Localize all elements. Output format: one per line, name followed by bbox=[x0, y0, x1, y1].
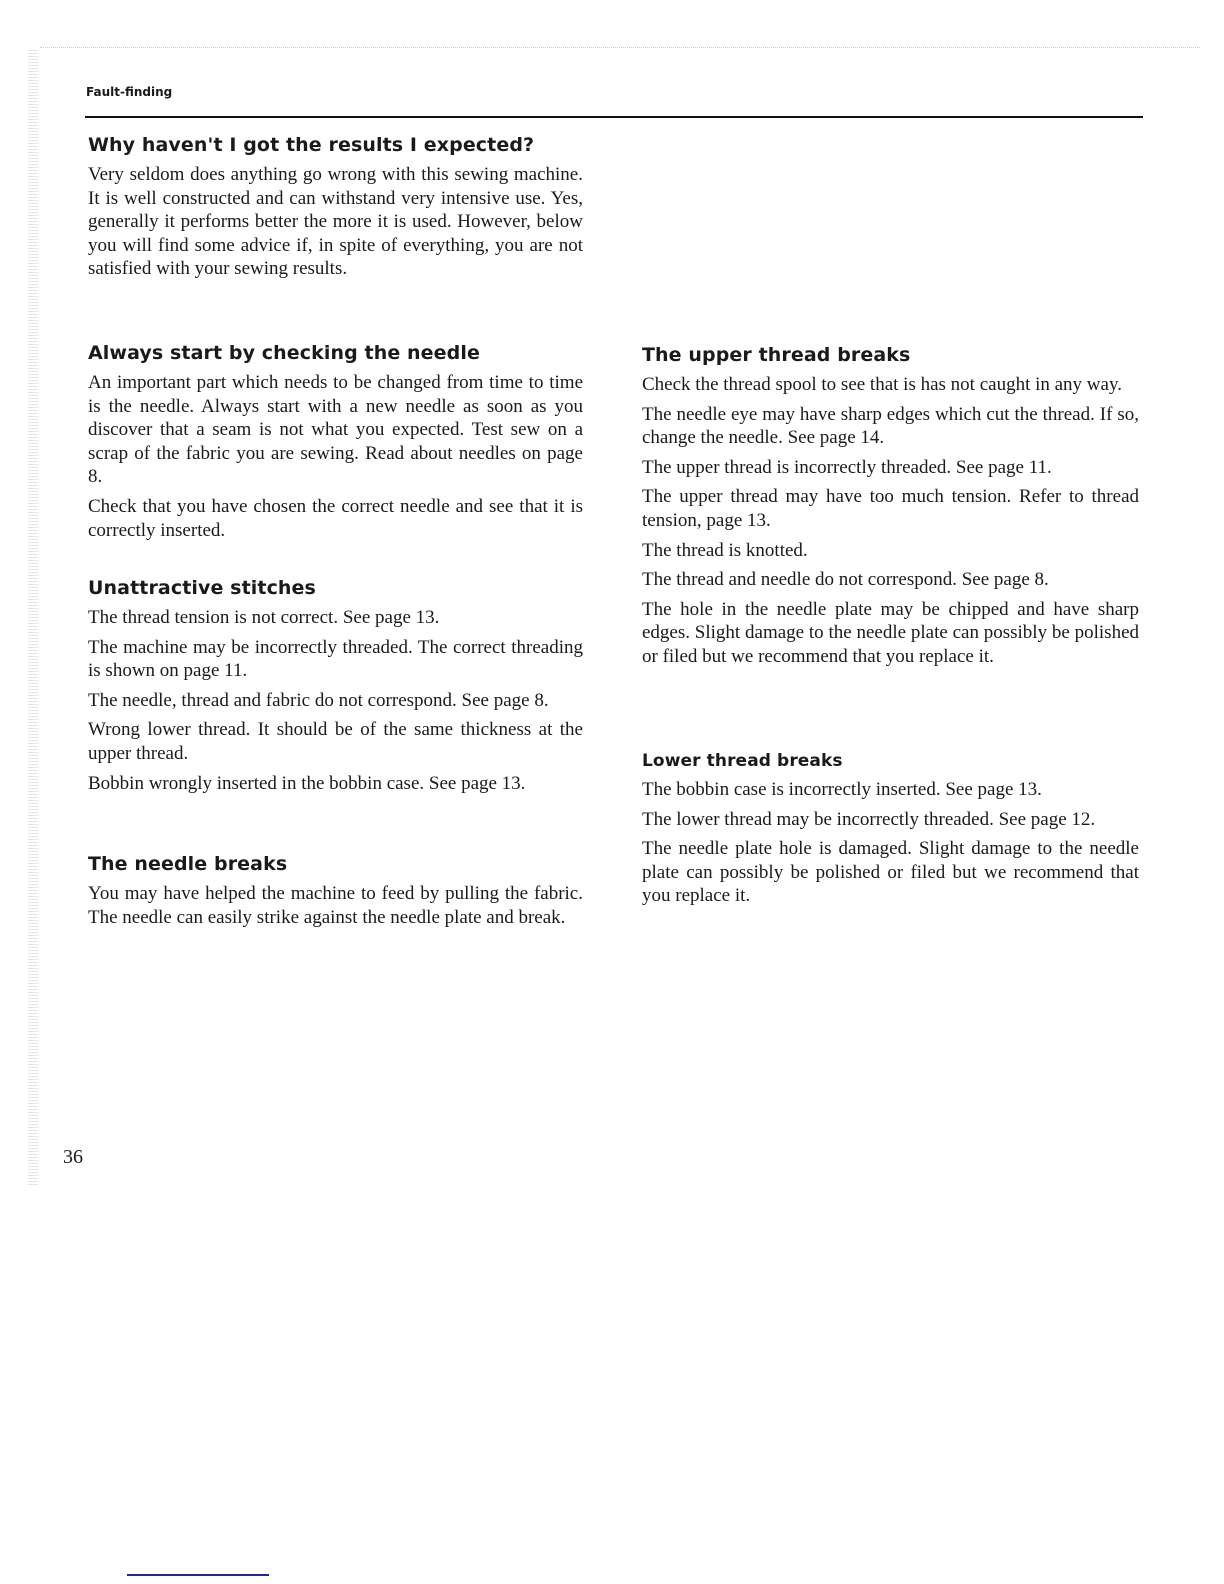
section-heading: Why haven't I got the results I expected? bbox=[88, 134, 535, 156]
section-needle-check bbox=[88, 342, 583, 548]
paragraph: The bobbin case is incorrectly inserted. See page 13. bbox=[642, 779, 1042, 800]
paragraph: Very seldom does anything go wrong with this sewing machine. It is well constructed and can withstand very intensive use. Yes, generally it performs better the more it is used. However, below you will find some advice if, in spite of everything, you are not satisfied with your sewing results. bbox=[88, 164, 583, 280]
section-needle-breaks bbox=[88, 853, 583, 935]
paragraph: The upper thread may have too much tension. Refer to thread tension, page 13. bbox=[642, 486, 1139, 531]
section-heading: Unattractive stitches bbox=[88, 577, 316, 599]
paragraph: The needle, thread and fabric do not correspond. See page 8. bbox=[88, 689, 549, 711]
section-heading: The needle breaks bbox=[88, 853, 288, 875]
paragraph: The needle eye may have sharp edges which cut the thread. If so, change the needle. See page 14. bbox=[642, 403, 1139, 449]
section-upper-thread-breaks bbox=[642, 344, 1139, 675]
section-unattractive-stitches bbox=[88, 577, 583, 801]
section-heading: The upper thread breaks bbox=[642, 344, 911, 366]
header-rule bbox=[85, 116, 1143, 118]
paragraph: Bobbin wrongly inserted in the bobbin case. See page 13. bbox=[88, 772, 526, 794]
paragraph: Check the thread spool to see that is has not caught in any way. bbox=[642, 374, 1122, 395]
running-head: Fault-finding bbox=[86, 85, 173, 99]
scan-top-trace bbox=[40, 47, 1200, 49]
paragraph: Wrong lower thread. It should be of the same thickness at the upper thread. bbox=[88, 719, 583, 764]
paragraph: The thread and needle do not correspond. See page 8. bbox=[642, 569, 1049, 591]
paragraph: The lower thread may be incorrectly threaded. See page 12. bbox=[642, 808, 1096, 830]
paragraph: The upper thread is incorrectly threaded. See page 11. bbox=[642, 456, 1052, 478]
page-number: 36 bbox=[63, 1146, 83, 1168]
paragraph: An important part which needs to be changed from time to time is the needle. Always start with a new needle as soon as you discover that a seam is not what you expected. Test sew on a scrap of the fabric you are sewing. Read about needles on page 8. bbox=[88, 372, 583, 488]
paragraph: Check that you have chosen the correct needle and see that it is correctly inserted. bbox=[88, 495, 583, 541]
scan-blue-line bbox=[127, 1574, 269, 1576]
paragraph: The needle plate hole is damaged. Slight damage to the needle plate can possibly be polished or filed but we recommend that you replace it. bbox=[642, 838, 1139, 907]
paragraph: The thread tension is not correct. See page 13. bbox=[88, 607, 440, 628]
section-heading: Always start by checking the needle bbox=[88, 342, 480, 364]
paragraph: You may have helped the machine to feed by pulling the fabric. The needle can easily strike against the needle plate and break. bbox=[88, 883, 583, 928]
scan-edge bbox=[28, 50, 38, 1185]
paragraph: The thread is knotted. bbox=[642, 539, 808, 561]
section-heading: Lower thread breaks bbox=[642, 751, 843, 771]
paragraph: The hole in the needle plate may be chipped and have sharp edges. Slight damage to the needle plate can possibly be polished or filed but we recommend that you replace it. bbox=[642, 598, 1139, 667]
paragraph: The machine may be incorrectly threaded. The correct threading is shown on page 11. bbox=[88, 636, 583, 682]
section-lower-thread-breaks bbox=[642, 751, 1139, 914]
section-why bbox=[88, 134, 583, 287]
